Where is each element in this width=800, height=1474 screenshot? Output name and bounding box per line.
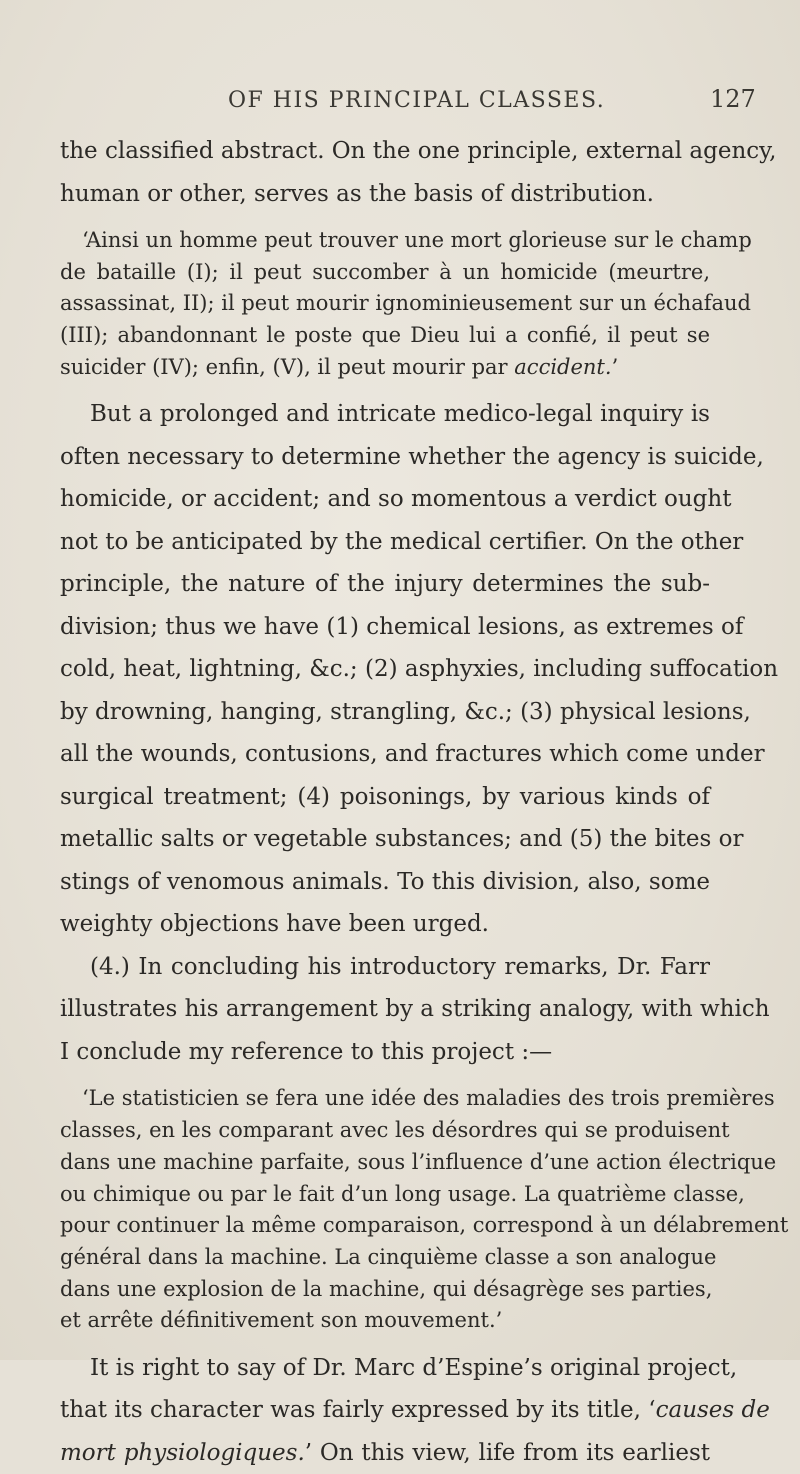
quote-line: et arrête définitivement son mouvement.’: [60, 1308, 503, 1333]
text-line: metallic salts or vegetable substances; and (5) the bites or: [60, 826, 744, 853]
quote-line: ou chimique ou par le fait d’un long usage. La quatrième classe,: [60, 1181, 745, 1206]
paragraph-gap: [60, 1073, 710, 1083]
quote-line: [60, 352, 710, 384]
text-line: illustrates his arrangement by a striking analogy, with which: [60, 996, 770, 1023]
text-line: [60, 1432, 710, 1474]
page-number: 127: [710, 85, 756, 113]
text-line: I conclude my reference to this project :—: [60, 1038, 553, 1065]
quote-line: (III); abandonnant le poste que Dieu lui a confié, il peut se: [60, 323, 710, 348]
quote-line: dans une explosion de la machine, qui désagrège ses parties,: [60, 1276, 713, 1301]
running-title: OF HIS PRINCIPAL CLASSES.: [228, 88, 606, 113]
italic-text: mort physiologiques.: [60, 1439, 305, 1466]
paragraph-gap: [60, 1337, 710, 1347]
quote-line: ‘Le statisticien se fera une idée des maladies des trois premières: [82, 1086, 775, 1111]
quote-line: assassinat, II); il peut mourir ignominieusement sur un échafaud: [60, 291, 751, 316]
quote-line: général dans la machine. La cinquième classe a son analogue: [60, 1244, 717, 1269]
text-line: It is right to say of Dr. Marc d’Espine’s original project,: [90, 1354, 738, 1381]
page-body: [60, 130, 789, 1474]
italic-text: causes de: [655, 1397, 770, 1424]
italic-text: accident.: [514, 354, 612, 379]
text-line: surgical treatment; (4) poisonings, by various kinds of: [60, 783, 710, 810]
quote-line: pour continuer la même comparaison, correspond à un délabrement: [60, 1213, 789, 1238]
text-line: cold, heat, lightning, &c.; (2) asphyxies, including suffocation: [60, 656, 779, 683]
text-line: stings of venomous animals. To this division, also, some: [60, 868, 710, 895]
text-line: human or other, serves as the basis of distribution.: [60, 180, 654, 207]
text-line: by drowning, hanging, strangling, &c.; (3) physical lesions,: [60, 698, 751, 725]
quote-line: dans une machine parfaite, sous l’influence d’une action électrique: [60, 1149, 777, 1174]
text-line: all the wounds, contusions, and fractures which come under: [60, 741, 765, 768]
text-line: [60, 1389, 770, 1432]
closing-quote: ’: [611, 354, 619, 379]
text-line: division; thus we have (1) chemical lesions, as extremes of: [60, 613, 744, 640]
text-line: homicide, or accident; and so momentous a verdict ought: [60, 486, 732, 513]
text-segment: ’ On this view, life from its earliest: [304, 1439, 710, 1466]
text-line: weighty objections have been urged.: [60, 911, 489, 938]
text-segment: that its character was fairly expressed by its title, ‘: [60, 1397, 656, 1424]
quote-line: de bataille (I); il peut succomber à un homicide (meurtre,: [60, 259, 710, 284]
text-line: principle, the nature of the injury determines the sub-: [60, 571, 710, 598]
text-line: (4.) In concluding his introductory remarks, Dr. Farr: [90, 953, 710, 980]
paragraph-gap: [60, 215, 710, 225]
quote-text: suicider (IV); enfin, (V), il peut mourir par: [60, 354, 508, 379]
text-line: the classified abstract. On the one principle, external agency,: [60, 138, 777, 164]
quote-line: classes, en les comparant avec les désordres qui se produisent: [60, 1118, 730, 1143]
quote-line: ‘Ainsi un homme peut trouver une mort glorieuse sur le champ: [82, 228, 752, 252]
text-line: often necessary to determine whether the agency is suicide,: [60, 443, 764, 470]
text-line: But a prolonged and intricate medico-legal inquiry is: [90, 401, 710, 428]
text-line: not to be anticipated by the medical certifier. On the other: [60, 528, 744, 555]
paragraph-gap: [60, 383, 710, 393]
